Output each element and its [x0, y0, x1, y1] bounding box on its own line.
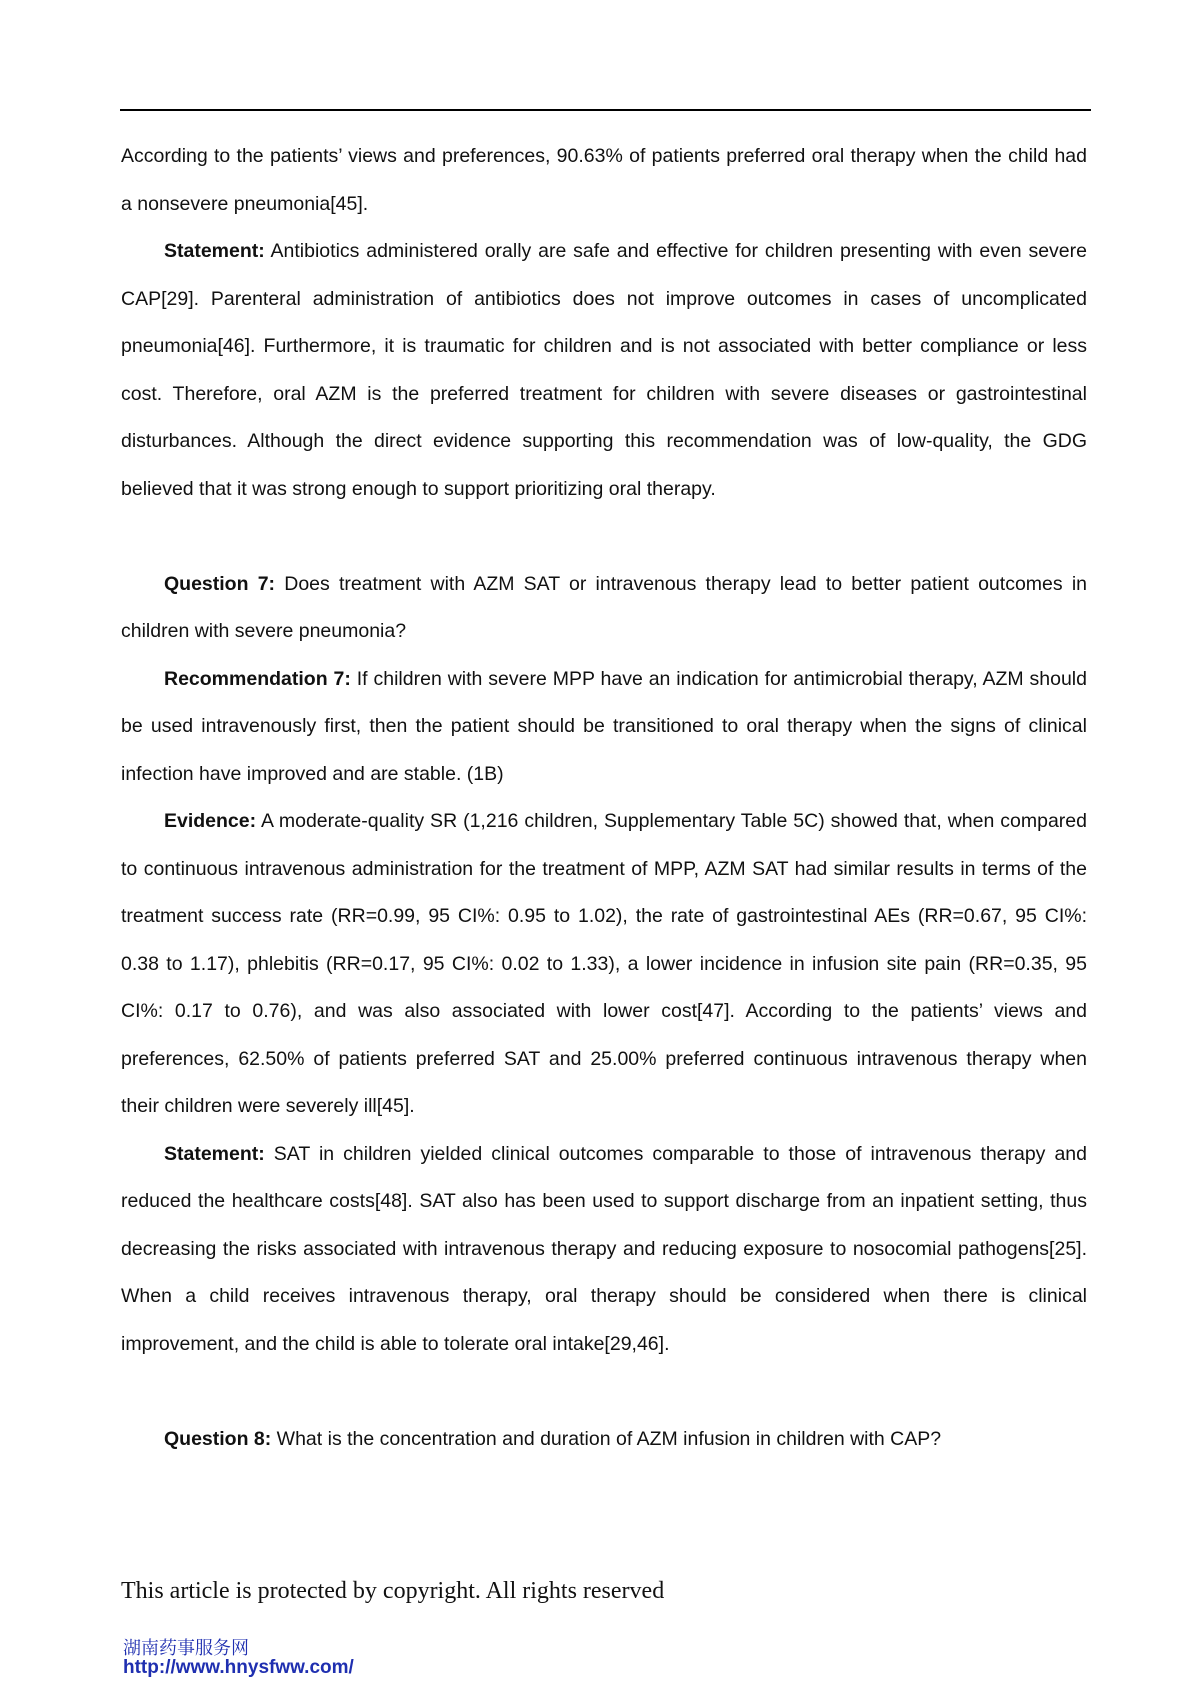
copyright-notice: This article is protected by copyright. All rights reserved	[121, 1578, 665, 1604]
paragraph-text: What is the concentration and duration of AZM infusion in children with CAP?	[271, 1427, 942, 1450]
recommendation-heading: Recommendation 7:	[164, 667, 351, 690]
paragraph-text: Does treatment with AZM SAT or intravenous therapy lead to better patient outcomes in children with severe pneumonia?	[121, 572, 1087, 642]
paragraph-spacer	[121, 1368, 1087, 1416]
statement-heading: Statement:	[164, 240, 265, 262]
paragraph-oral-preference	[121, 133, 1087, 228]
evidence-heading: Evidence:	[164, 810, 257, 832]
paragraph-question-8	[121, 1416, 1087, 1464]
paragraph-statement-sat	[121, 1131, 1087, 1369]
question-heading: Question 7:	[164, 572, 276, 595]
paragraph-spacer	[121, 513, 1087, 561]
header-rule	[120, 109, 1091, 111]
paragraph-text: Antibiotics administered orally are safe and effective for children presenting with even severe CAP[29]. Parenteral administration of antibiotics does not improve outcomes in cases of uncomplicated pneumonia[46]. Furthermore, it is traumatic for children and is not associated with better compliance or less cost. Therefore, oral AZM is the preferred treatment for children with severe diseases or gastrointestinal disturbances. Although the direct evidence supporting this recommendation was of low-quality, the GDG believed that it was strong enough to support prioritizing oral therapy.	[121, 240, 1087, 500]
paragraph-text: If children with severe MPP have an indication for antimicrobial therapy, AZM should be used intravenously first, then the patient should be transitioned to oral therapy when the signs of clinical infection have improved and are stable. (1B)	[121, 667, 1087, 785]
watermark-site-name: 湖南药事服务网	[123, 1638, 249, 1659]
paragraph-evidence	[121, 798, 1087, 1131]
article-body	[121, 133, 1087, 1463]
paragraph-question-7	[121, 561, 1087, 656]
statement-heading: Statement:	[164, 1142, 265, 1165]
paragraph-statement-oral	[121, 228, 1087, 513]
paragraph-text: According to the patients’ views and preferences, 90.63% of patients preferred oral therapy when the child had a nonsevere pneumonia[45].	[121, 145, 1087, 215]
paragraph-recommendation-7	[121, 656, 1087, 799]
paragraph-text: A moderate-quality SR (1,216 children, Supplementary Table 5C) showed that, when compared to continuous intravenous administration for the treatment of MPP, AZM SAT had similar results in terms of the treatment success rate (RR=0.99, 95 CI%: 0.95 to 1.02), the rate of gastrointestinal AEs (RR=0.67, 95 CI%: 0.38 to 1.17), phlebitis (RR=0.17, 95 CI%: 0.02 to 1.33), a lower incidence in infusion site pain (RR=0.35, 95 CI%: 0.17 to 0.76), and was also associated with lower cost[47]. According to the patients’ views and preferences, 62.50% of patients preferred SAT and 25.00% preferred continuous intravenous therapy when their children were severely ill[45].	[121, 810, 1087, 1117]
question-heading: Question 8:	[164, 1427, 272, 1450]
watermark-url-link[interactable]: http://www.hnysfww.com/	[123, 1657, 354, 1678]
paragraph-text: SAT in children yielded clinical outcomes comparable to those of intravenous therapy and reduced the healthcare costs[48]. SAT also has been used to support discharge from an inpatient setting, thus decreasing the risks associated with intravenous therapy and reducing exposure to nosocomial pathogens[25]. When a child receives intravenous therapy, oral therapy should be considered when there is clinical improvement, and the child is able to tolerate oral intake[29,46].	[121, 1142, 1087, 1355]
